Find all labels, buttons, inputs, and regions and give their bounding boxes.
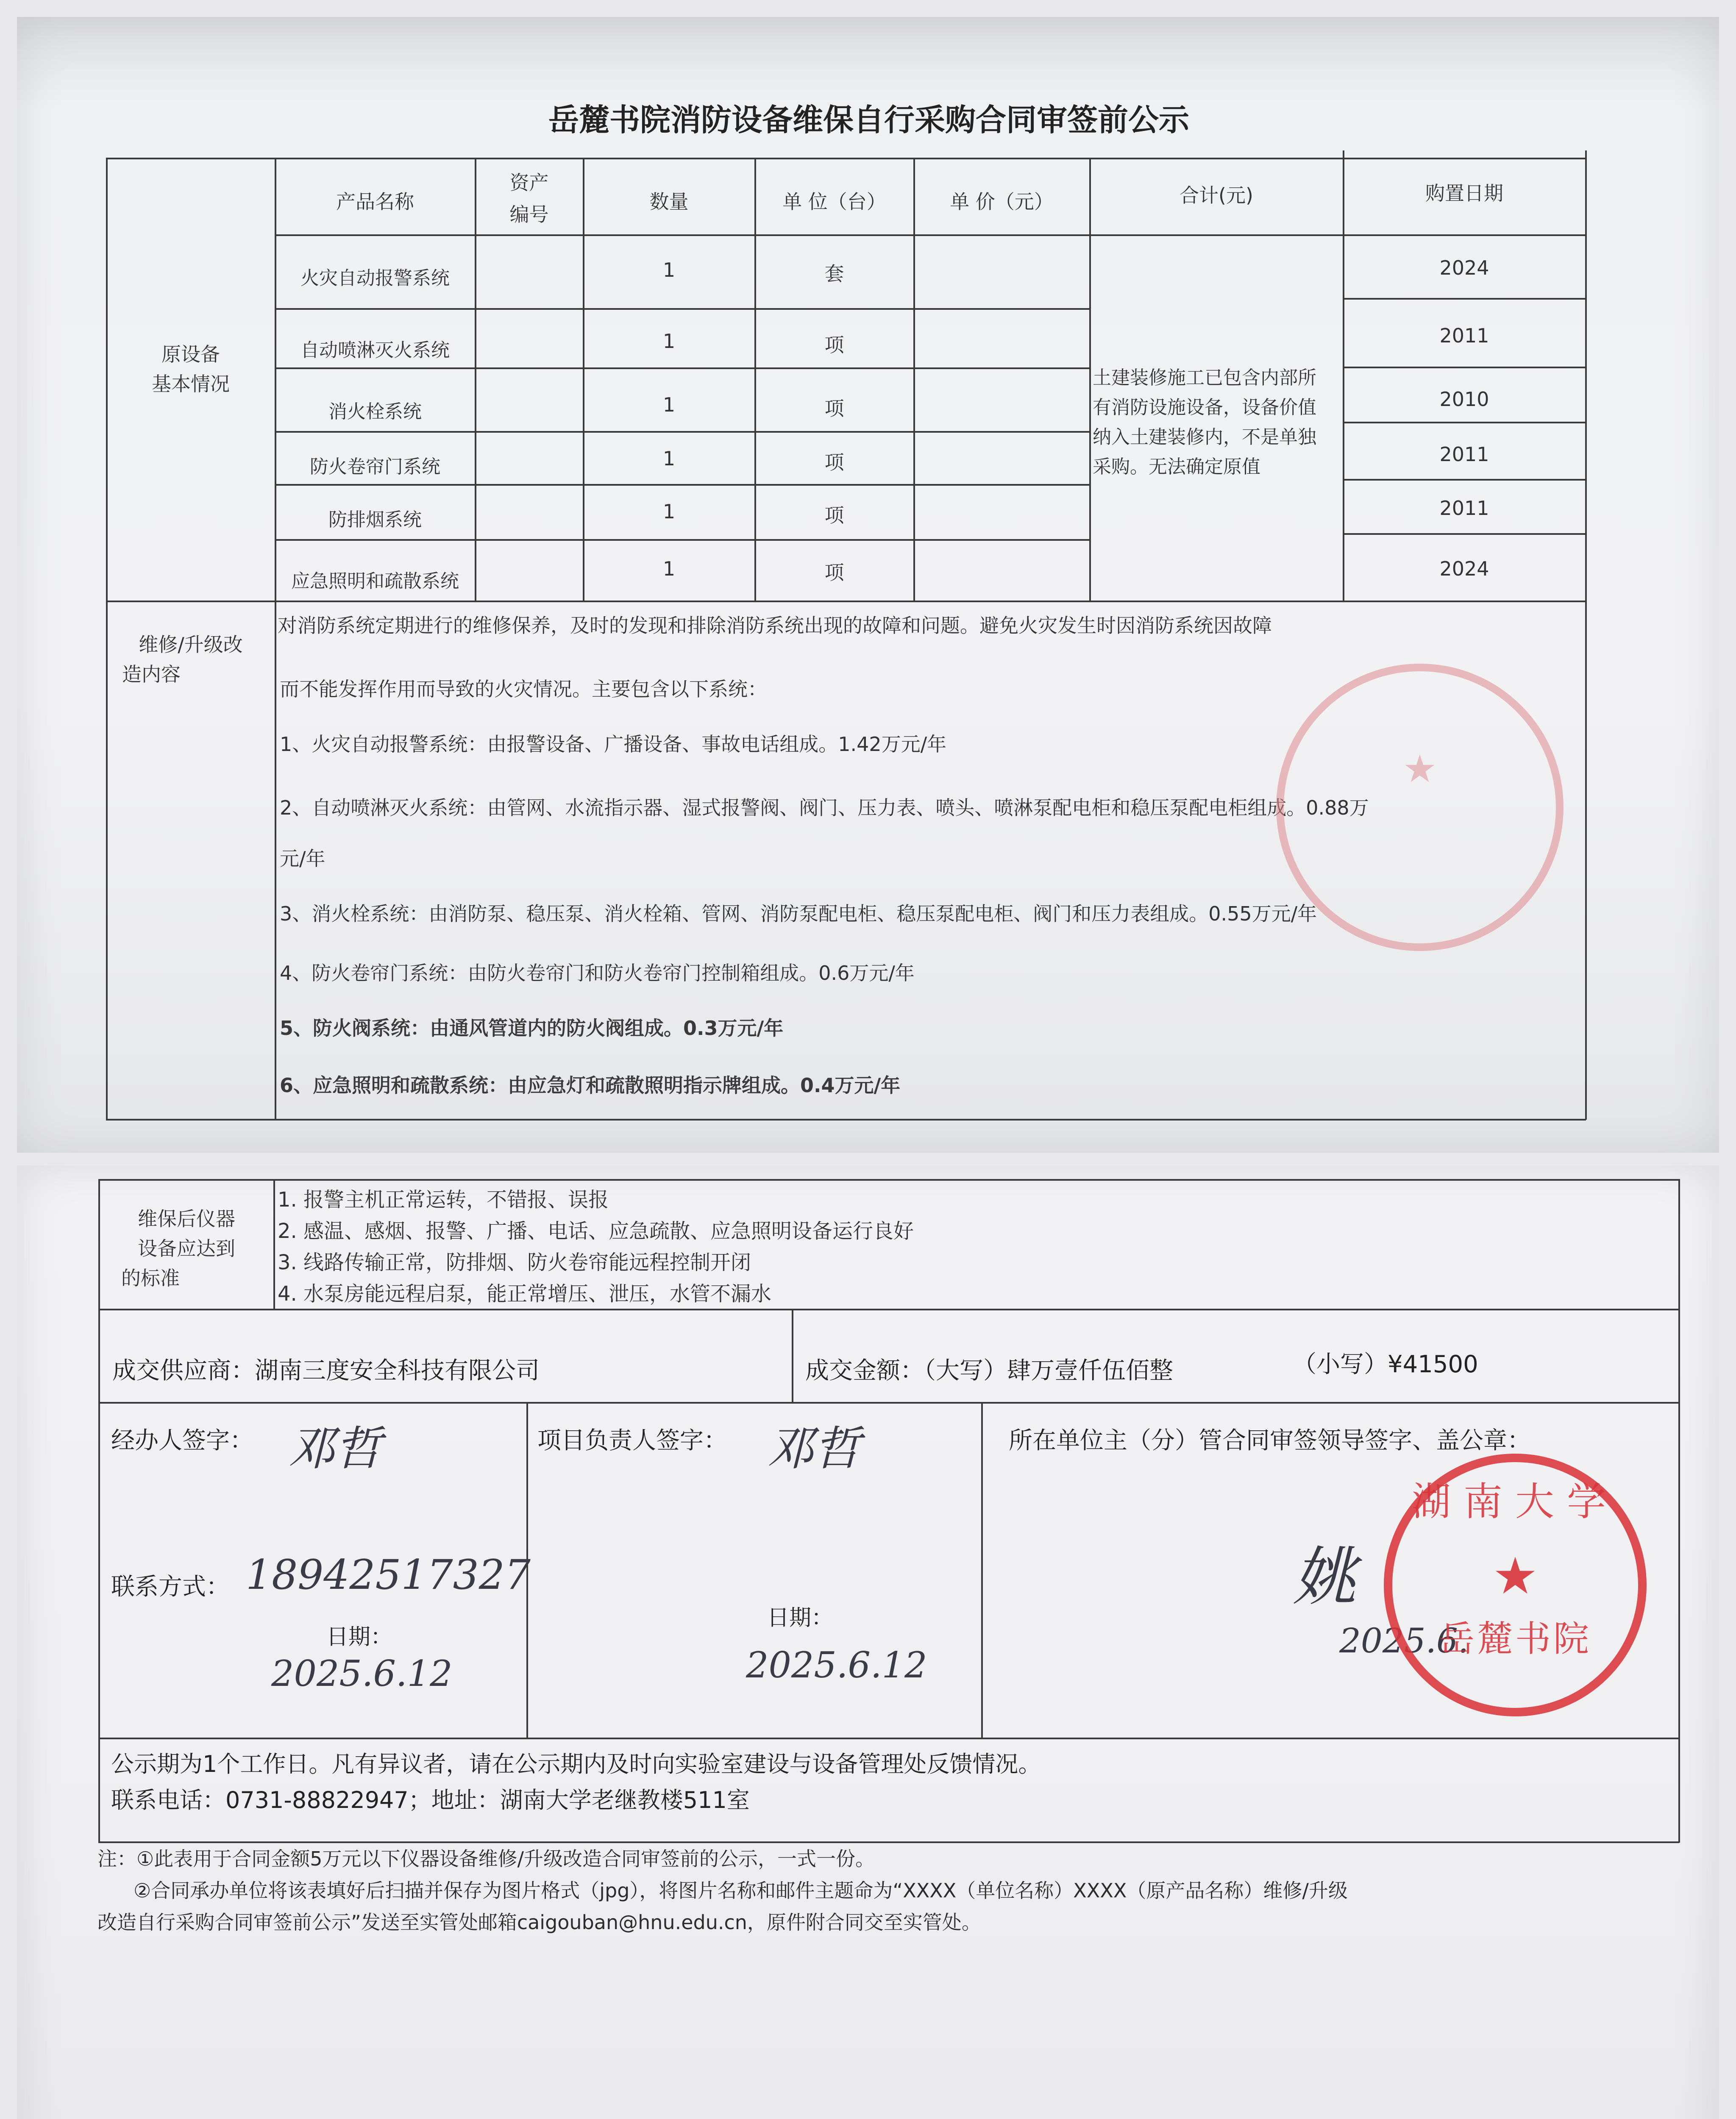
notice-line: 公示期为1个工作日。凡有异议者，请在公示期内及时向实验室建设与设备管理处反馈情况。 bbox=[111, 1751, 1041, 1777]
pm-date-label: 日期： bbox=[767, 1605, 834, 1631]
header-total: 合计(元) bbox=[1180, 184, 1253, 207]
repair-line: 元/年 bbox=[280, 847, 326, 870]
standard-item: 1. 报警主机正常运转，不错报、误报 bbox=[278, 1188, 609, 1212]
table1-date-line bbox=[1343, 479, 1586, 481]
repair-line: 1、火灾自动报警系统：由报警设备、广播设备、事故电话组成。1.42万元/年 bbox=[280, 733, 947, 756]
row-product-name: 自动喷淋灭火系统 bbox=[300, 339, 450, 361]
table1-bottom-border bbox=[106, 1119, 1586, 1121]
svg-text:★: ★ bbox=[1402, 747, 1437, 791]
footnote-line: ②合同承办单位将该表填好后扫描并保存为图片格式（jpg），将图片名称和邮件主题命为“XXXX（单位名称）XXXX（原产品名称）维修/升级 bbox=[134, 1879, 1348, 1902]
table1-right-border bbox=[1585, 150, 1587, 1120]
table1-row-line bbox=[275, 431, 1089, 433]
amount-upper-field: 成交金额：（大写）肆万壹仟伍佰整 bbox=[805, 1357, 1173, 1385]
row-product-name: 消火栓系统 bbox=[328, 401, 422, 423]
row-quantity: 1 bbox=[662, 330, 676, 353]
table2-left-border bbox=[98, 1179, 100, 1843]
row-unit: 套 bbox=[824, 262, 844, 285]
row-unit: 项 bbox=[824, 397, 844, 420]
standard-item: 3. 线路传输正常，防排烟、防火卷帘能远程控制开闭 bbox=[278, 1251, 751, 1274]
standard-item: 4. 水泵房能远程启泵，能正常增压、泄压，水管不漏水 bbox=[278, 1282, 772, 1306]
table2-top-border bbox=[98, 1179, 1679, 1181]
row-product-name: 火灾自动报警系统 bbox=[300, 267, 450, 289]
header-product-name: 产品名称 bbox=[336, 190, 414, 213]
header-asset-no: 资产 bbox=[509, 171, 549, 194]
table1-top-border bbox=[106, 158, 1586, 159]
table1-col-line bbox=[1343, 150, 1344, 601]
repair-content-label: 造内容 bbox=[122, 663, 181, 686]
handler-date-label: 日期： bbox=[326, 1624, 393, 1650]
total-note-line: 采购。无法确定原值 bbox=[1093, 456, 1260, 478]
pm-signature: 邓哲 bbox=[767, 1421, 860, 1476]
original-equipment-label: 基本情况 bbox=[152, 373, 230, 395]
row-quantity: 1 bbox=[662, 447, 676, 470]
table1-date-line bbox=[1343, 367, 1586, 368]
repair-content-label: 维修/升级改 bbox=[139, 633, 243, 656]
document-title: 岳麓书院消防设备维保自行采购合同审签前公示 bbox=[548, 102, 1189, 138]
total-note-line: 有消防设施设备，设备价值 bbox=[1093, 397, 1316, 418]
faded-official-stamp bbox=[1267, 655, 1572, 960]
table1-date-line bbox=[1343, 533, 1586, 535]
contact-value: 18942517327 bbox=[246, 1551, 531, 1599]
stamp-top-text: 湖南大学 bbox=[1411, 1479, 1619, 1524]
table1-col-line bbox=[913, 158, 915, 601]
header-asset-no: 编号 bbox=[509, 203, 549, 226]
table1-col-line bbox=[1089, 158, 1091, 601]
table2-col-line bbox=[981, 1402, 983, 1738]
table1-col-line bbox=[275, 158, 276, 1120]
header-unit: 单 位（台） bbox=[782, 190, 886, 213]
repair-line: 6、应急照明和疏散系统：由应急灯和疏散照明指示牌组成。0.4万元/年 bbox=[280, 1074, 901, 1097]
header-unit-price: 单 价（元） bbox=[950, 190, 1054, 213]
repair-line: 对消防系统定期进行的维修保养，及时的发现和排除消防系统出现的故障和问题。避免火灾发生时因消防系统因故障 bbox=[278, 614, 1272, 637]
original-equipment-label: 原设备 bbox=[161, 343, 220, 366]
total-note-line: 纳入土建装修内，不是单独 bbox=[1093, 426, 1316, 448]
leader-signature: 姚 bbox=[1293, 1541, 1357, 1614]
row-quantity: 1 bbox=[662, 259, 676, 281]
row-unit: 项 bbox=[824, 561, 844, 584]
amount-lower-field: （小写）¥41500 bbox=[1293, 1351, 1478, 1378]
table1-row-line bbox=[275, 308, 1089, 310]
header-purchase-date: 购置日期 bbox=[1425, 182, 1503, 205]
table2-line bbox=[98, 1309, 1679, 1310]
leader-date: 2025.6. bbox=[1339, 1621, 1469, 1660]
table2-line bbox=[98, 1738, 1679, 1739]
row-quantity: 1 bbox=[662, 393, 676, 416]
footnote-line: 改造自行采购合同审签前公示”发送至实管处邮箱caigouban@hnu.edu.cn，原件附合同交至实管处。 bbox=[97, 1911, 981, 1934]
row-unit: 项 bbox=[824, 504, 844, 527]
table1-date-line bbox=[1343, 422, 1586, 423]
row-purchase-date: 2011 bbox=[1439, 324, 1489, 347]
stamp-bottom-text: 岳麓书院 bbox=[1438, 1618, 1591, 1660]
table1-row-line bbox=[275, 484, 1089, 486]
repair-line: 3、消火栓系统：由消防泵、稳压泵、消火栓箱、管网、消防泵配电柜、稳压泵配电柜、阀门和压力表组成。0.55万元/年 bbox=[280, 902, 1317, 925]
supplier-field: 成交供应商：湖南三度安全科技有限公司 bbox=[112, 1357, 540, 1385]
handler-date: 2025.6.12 bbox=[271, 1653, 453, 1694]
standard-item: 2. 感温、感烟、报警、广播、电话、应急疏散、应急照明设备运行良好 bbox=[278, 1219, 914, 1243]
table1-left-border bbox=[106, 158, 108, 1120]
standard-label: 的标准 bbox=[121, 1267, 180, 1290]
repair-line: 2、自动喷淋灭火系统：由管网、水流指示器、湿式报警阀、阀门、压力表、喷头、喷淋泵配电柜和稳压泵配电柜组成。0.88万 bbox=[280, 796, 1369, 819]
table2-col-line bbox=[273, 1179, 275, 1310]
row-quantity: 1 bbox=[662, 557, 676, 580]
total-note-line: 土建装修施工已包含内部所 bbox=[1093, 367, 1316, 389]
repair-line: 4、防火卷帘门系统：由防火卷帘门和防火卷帘门控制箱组成。0.6万元/年 bbox=[280, 962, 915, 984]
table1-col-line bbox=[754, 158, 756, 601]
table1-row-line bbox=[275, 367, 1089, 369]
repair-line: 而不能发挥作用而导致的火灾情况。主要包含以下系统： bbox=[280, 678, 767, 701]
leader-sign-label: 所在单位主（分）管合同审签领导签字、盖公章： bbox=[1009, 1427, 1531, 1454]
row-purchase-date: 2024 bbox=[1439, 557, 1489, 580]
row-product-name: 应急照明和疏散系统 bbox=[291, 570, 459, 592]
standard-label: 维保后仪器 bbox=[138, 1207, 235, 1230]
row-unit: 项 bbox=[824, 334, 844, 356]
row-product-name: 防排烟系统 bbox=[328, 509, 422, 531]
row-quantity: 1 bbox=[662, 500, 676, 523]
table2-bottom-border bbox=[98, 1841, 1679, 1843]
handler-signature: 邓哲 bbox=[288, 1421, 381, 1476]
notice-line: 联系电话：0731-88822947；地址：湖南大学老继教楼511室 bbox=[111, 1787, 750, 1813]
table2-col-line bbox=[792, 1309, 793, 1403]
standard-label: 设备应达到 bbox=[138, 1237, 235, 1260]
row-product-name: 防火卷帘门系统 bbox=[310, 456, 440, 478]
pm-sign-label: 项目负责人签字： bbox=[537, 1427, 727, 1454]
contact-label: 联系方式： bbox=[111, 1573, 230, 1601]
pm-date: 2025.6.12 bbox=[746, 1644, 927, 1686]
svg-text:★: ★ bbox=[1492, 1547, 1538, 1606]
table2-line bbox=[98, 1402, 1679, 1404]
row-purchase-date: 2024 bbox=[1439, 256, 1489, 279]
table1-header-bottom bbox=[275, 234, 1586, 236]
table1-date-line bbox=[1343, 298, 1586, 300]
row-purchase-date: 2011 bbox=[1439, 443, 1489, 466]
handler-sign-label: 经办人签字： bbox=[111, 1427, 253, 1454]
table1-row-line bbox=[275, 539, 1089, 541]
footnote-line: 注：①此表用于合同金额5万元以下仪器设备维修/升级改造合同审签前的公示，一式一份。 bbox=[97, 1847, 875, 1870]
row-purchase-date: 2011 bbox=[1439, 497, 1489, 520]
table1-section-divider bbox=[106, 601, 1586, 602]
repair-line: 5、防火阀系统：由通风管道内的防火阀组成。0.3万元/年 bbox=[280, 1017, 784, 1040]
table1-col-line bbox=[583, 158, 584, 601]
row-purchase-date: 2010 bbox=[1439, 388, 1489, 411]
header-quantity: 数量 bbox=[649, 190, 689, 213]
row-unit: 项 bbox=[824, 451, 844, 474]
table2-right-border bbox=[1678, 1179, 1680, 1843]
